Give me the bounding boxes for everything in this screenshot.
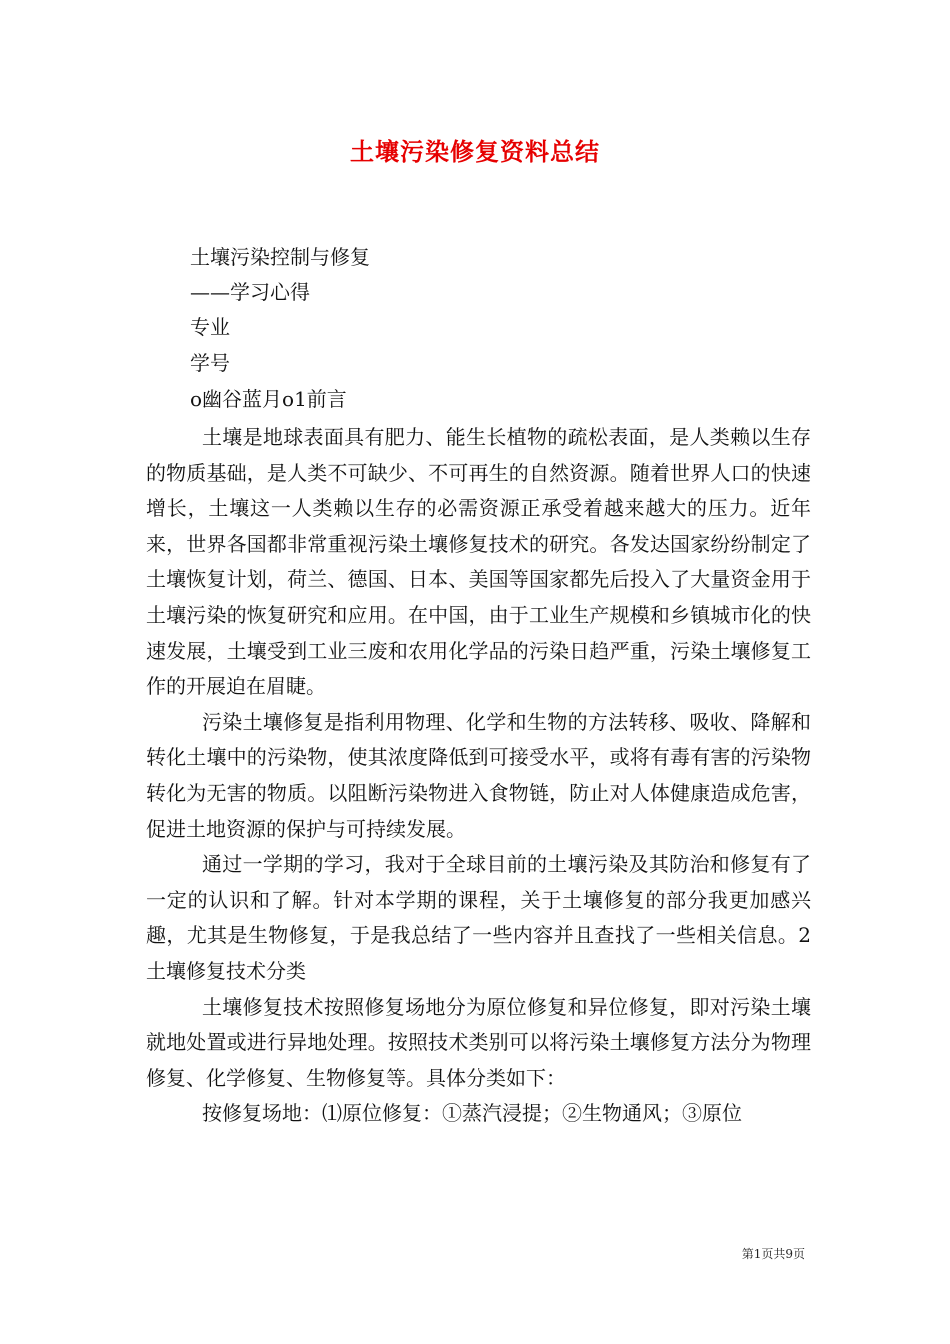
paragraph-soil-intro: 土壤是地球表面具有肥力、能生长植物的疏松表面，是人类赖以生存的物质基础，是人类不可缺少、不可再生的自然资源。随着世界人口的快速增长，土壤这一人类赖以生存的必需资源正承受着越来越大的压力。近年来，世界各国都非常重视污染土壤修复技术的研究。各发达国家纷纷制定了土壤恢复计划，荷兰、德国、日本、美国等国家都先后投入了大量资金用于土壤污染的恢复研究和应用。在中国，由于工业生产规模和乡镇城市化的快速发展，土壤受到工业三废和农用化学品的污染日趋严重，污染土壤修复工作的开展迫在眉睫。	[146, 425, 811, 699]
page-number-footer: 第1页共9页	[741, 1247, 805, 1261]
author-preface-line: o幽谷蓝月o1前言	[190, 387, 347, 411]
paragraph-remediation-definition: 污染土壤修复是指利用物理、化学和生物的方法转移、吸收、降解和转化土壤中的污染物，使其浓度降低到可接受水平，或将有毒有害的污染物转化为无害的物质。以阻断污染物进入食物链，防止对人体健康造成危害，促进土地资源的保护与可持续发展。	[146, 709, 811, 841]
document-body	[146, 420, 811, 1132]
major-line: 专业	[190, 315, 230, 339]
course-title-line: 土壤污染控制与修复	[190, 245, 370, 269]
subtitle-line: ——学习心得	[190, 280, 310, 304]
student-id-line: 学号	[190, 351, 230, 375]
document-title: 土壤污染修复资料总结	[350, 137, 600, 166]
paragraph-technology-classification: 土壤修复技术按照修复场地分为原位修复和异位修复，即对污染土壤就地处置或进行异地处理。按照技术类别可以将污染土壤修复方法分为物理修复、化学修复、生物修复等。具体分类如下：	[146, 994, 811, 1090]
paragraph-site-classification: 按修复场地：⑴原位修复：①蒸汽浸提；②生物通风；③原位	[202, 1101, 742, 1126]
paragraph-study-summary: 通过一学期的学习，我对于全球目前的土壤污染及其防治和修复有了一定的认识和了解。针对本学期的课程，关于土壤修复的部分我更加感兴趣，尤其是生物修复，于是我总结了一些内容并且查找了一些相关信息。2土壤修复技术分类	[146, 852, 811, 983]
